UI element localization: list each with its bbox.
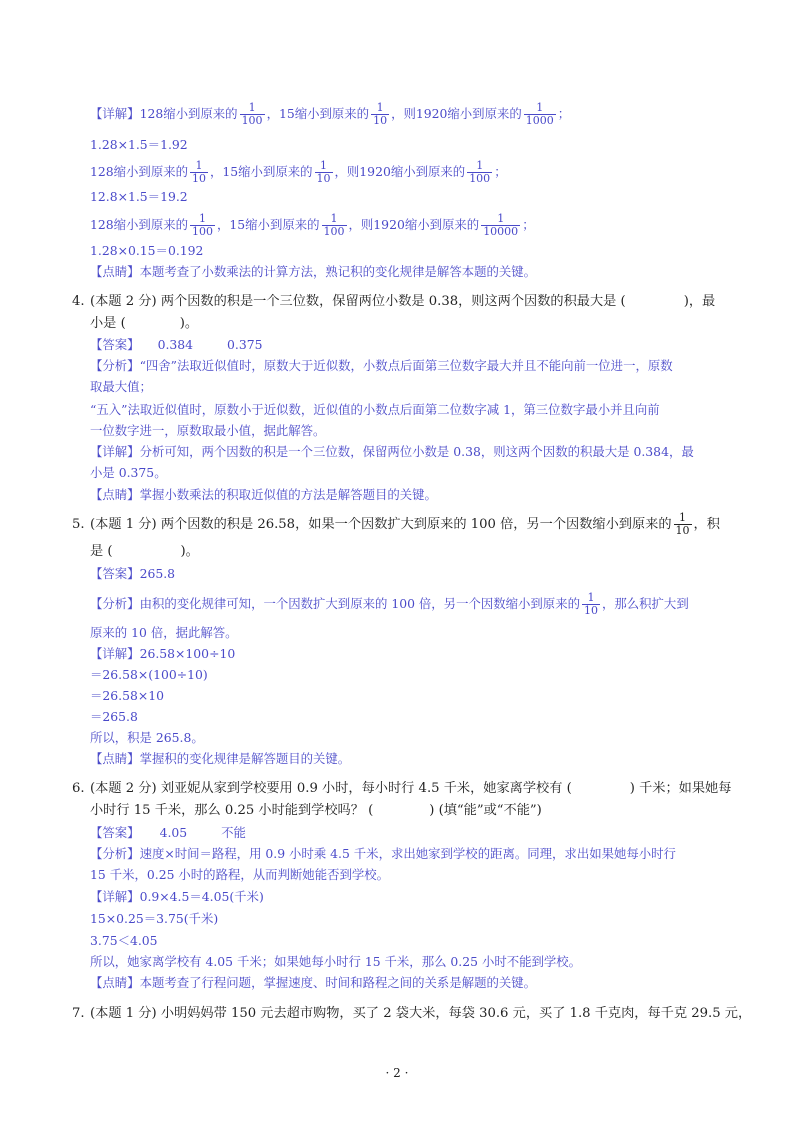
text: 由积的变化规律可知，一个因数扩大到原来的 100 倍，另一个因数缩小到原来的 bbox=[139, 596, 580, 611]
numerator: 1 bbox=[674, 512, 692, 525]
text: (本题 2 分) 刘亚妮从家到学校要用 0.9 小时，每小时行 4.5 千米，她家离学校有 ( bbox=[90, 781, 572, 796]
q3-xiangjie-line3 bbox=[90, 213, 535, 238]
text: 分析可知，两个因数的积是一个三位数，保留两位小数是 0.38，则这两个因数的积最大是 0.384，最 bbox=[139, 444, 694, 459]
denominator: 10 bbox=[316, 172, 331, 185]
text: 本题考查了行程问题，掌握速度、时间和路程之间的关系是解题的关键。 bbox=[139, 975, 537, 990]
denominator: 100 bbox=[323, 225, 345, 238]
q3-expr-3: 1.28×0.15＝0.192 bbox=[90, 243, 204, 258]
q6-answer bbox=[90, 824, 246, 842]
xiangjie-tag: 【详解】 bbox=[90, 106, 140, 121]
fraction bbox=[481, 213, 520, 238]
denominator: 10000 bbox=[483, 225, 519, 238]
denominator: 100 bbox=[192, 225, 213, 238]
fraction bbox=[240, 102, 265, 127]
numerator: 1 bbox=[481, 213, 520, 226]
dianjing-tag: 【点睛】 bbox=[90, 751, 140, 766]
text: 128缩小到原来的 bbox=[90, 164, 188, 179]
q5-dianjing bbox=[90, 750, 350, 768]
q4-number: 4. bbox=[72, 294, 85, 309]
text: ，积 bbox=[693, 517, 720, 532]
xiangjie-tag: 【详解】 bbox=[90, 889, 140, 904]
q4-fenxi-4: 一位数字进一，原数取最小值，据此解答。 bbox=[90, 423, 326, 438]
text: )，最 bbox=[683, 294, 716, 309]
q4-stem-line1 bbox=[90, 293, 715, 311]
q5-answer bbox=[90, 565, 175, 583]
text: ，15缩小到原来的 bbox=[210, 164, 313, 179]
q6-conclusion: 所以，她家离学校有 4.05 千米；如果她每小时行 15 千米，那么 0.25 小时不能到学校。 bbox=[90, 954, 582, 969]
text: 0.9×4.5＝4.05(千米) bbox=[139, 889, 264, 904]
text: ，则1920缩小到原来的 bbox=[334, 164, 466, 179]
denominator: 10 bbox=[192, 172, 206, 185]
text: ) 千米；如果她每 bbox=[629, 781, 732, 796]
answer-value: 不能 bbox=[221, 825, 246, 840]
fraction bbox=[524, 102, 556, 127]
xiangjie-tag: 【详解】 bbox=[90, 444, 140, 459]
text: ，15缩小到原来的 bbox=[266, 106, 370, 121]
q6-number: 6. bbox=[72, 781, 85, 796]
q4-fenxi-3: “五入”法取近似值时，原数小于近似数，近似值的小数点后面第二位数字减 1，第三位数字最小并且向前 bbox=[90, 402, 660, 417]
q3-expr-1: 1.28×1.5＝1.92 bbox=[90, 137, 188, 152]
q5-number: 5. bbox=[72, 517, 85, 532]
q3-xiangjie-line2 bbox=[90, 160, 507, 185]
numerator: 1 bbox=[582, 592, 600, 605]
text: 掌握积的变化规律是解答题目的关键。 bbox=[139, 751, 351, 766]
text: 128缩小到原来的 bbox=[90, 217, 188, 232]
text: “四舍”法取近似值时，原数大于近似数，小数点后面第三位数字最大并且不能向前一位进一，原数 bbox=[139, 358, 673, 373]
q5-xiangjie bbox=[90, 645, 235, 663]
denominator: 10 bbox=[675, 524, 690, 537]
q6-step-2: 15×0.25＝3.75(千米) bbox=[90, 911, 219, 926]
answer-value: 0.384 bbox=[157, 337, 194, 352]
numerator: 1 bbox=[467, 160, 492, 173]
text: ，那么积扩大到 bbox=[601, 596, 689, 611]
text: ，则1920缩小到原来的 bbox=[348, 217, 480, 232]
fenxi-tag: 【分析】 bbox=[90, 846, 140, 861]
q6-stem-line1 bbox=[90, 780, 731, 798]
fraction bbox=[190, 213, 215, 238]
text: 是 ( bbox=[90, 544, 113, 559]
q4-fenxi-1 bbox=[90, 357, 673, 375]
text: 小是 ( bbox=[90, 316, 126, 331]
text: )。 bbox=[179, 316, 199, 331]
dianjing-tag: 【点睛】 bbox=[90, 264, 140, 279]
q4-fenxi-2: 取最大值； bbox=[90, 379, 152, 394]
fraction bbox=[467, 160, 492, 185]
q6-step-3: 3.75＜4.05 bbox=[90, 933, 158, 948]
fraction bbox=[315, 160, 333, 185]
text: 速度×时间＝路程，用 0.9 小时乘 4.5 千米，求出她家到学校的距离。同理，求出如果她每小时行 bbox=[139, 846, 676, 861]
denominator: 100 bbox=[241, 114, 263, 127]
fraction bbox=[674, 512, 692, 537]
q6-dianjing bbox=[90, 974, 536, 992]
q5-step-2: ＝26.58×(100÷10) bbox=[90, 667, 208, 682]
q7-stem-line1: (本题 1 分) 小明妈妈带 150 元去超市购物，买了 2 袋大米，每袋 30.6 元，买了 1.8 千克肉，每千克 29.5 元， bbox=[90, 1006, 752, 1021]
text: ，15缩小到原来的 bbox=[217, 217, 320, 232]
q4-xiangjie-2: 小是 0.375。 bbox=[90, 465, 167, 480]
dianjing-tag: 【点睛】 bbox=[90, 487, 140, 502]
text: 128缩小到原来的 bbox=[139, 106, 238, 121]
daan-tag: 【答案】 bbox=[90, 337, 140, 352]
text: ，则1920缩小到原来的 bbox=[391, 106, 522, 121]
text: (本题 1 分) 两个因数的积是 26.58，如果一个因数扩大到原来的 100 倍，另一个因数缩小到原来的 bbox=[90, 517, 672, 532]
denominator: 1000 bbox=[525, 114, 554, 127]
q5-stem-line1 bbox=[90, 512, 720, 537]
text: ； bbox=[522, 217, 535, 232]
denominator: 10 bbox=[373, 114, 388, 127]
fraction bbox=[582, 592, 600, 617]
text: )。 bbox=[180, 544, 199, 559]
numerator: 1 bbox=[371, 102, 389, 115]
text: (本题 2 分) 两个因数的积是一个三位数，保留两位小数是 0.38，则这两个因数的积最大是 ( bbox=[90, 294, 626, 309]
q6-xiangjie bbox=[90, 888, 264, 906]
q5-fenxi-1 bbox=[90, 592, 689, 617]
text: 本题考查了小数乘法的计算方法，熟记积的变化规律是解答本题的关键。 bbox=[139, 264, 537, 279]
fenxi-tag: 【分析】 bbox=[90, 596, 140, 611]
q4-answer bbox=[90, 336, 263, 354]
q6-stem-line2 bbox=[90, 802, 542, 820]
q5-step-3: ＝26.58×10 bbox=[90, 688, 165, 703]
q5-fenxi-2: 原来的 10 倍，据此解答。 bbox=[90, 625, 238, 640]
text: 小时行 15 千米，那么 0.25 小时能到学校吗？ ( bbox=[90, 803, 374, 818]
numerator: 1 bbox=[315, 160, 333, 173]
fraction bbox=[371, 102, 389, 127]
answer-value: 0.375 bbox=[227, 337, 263, 352]
text: ) (填“能”或“不能”) bbox=[429, 803, 542, 818]
q3-expr-2: 12.8×1.5＝19.2 bbox=[90, 189, 188, 204]
text: ； bbox=[494, 164, 507, 179]
answer-value: 265.8 bbox=[139, 566, 176, 581]
denominator: 10 bbox=[583, 604, 598, 617]
daan-tag: 【答案】 bbox=[90, 825, 140, 840]
daan-tag: 【答案】 bbox=[90, 566, 140, 581]
fraction bbox=[322, 213, 347, 238]
q6-fenxi-2: 15 千米，0.25 小时的路程，从而判断她能否到学校。 bbox=[90, 867, 390, 882]
numerator: 1 bbox=[190, 160, 208, 173]
q3-dianjing bbox=[90, 263, 536, 281]
numerator: 1 bbox=[524, 102, 556, 115]
q3-xiangjie-line1 bbox=[90, 102, 570, 127]
fraction bbox=[190, 160, 208, 185]
numerator: 1 bbox=[190, 213, 215, 226]
denominator: 100 bbox=[469, 172, 491, 185]
answer-value: 4.05 bbox=[159, 825, 188, 840]
text: 掌握小数乘法的积取近似值的方法是解答题目的关键。 bbox=[139, 487, 437, 502]
xiangjie-tag: 【详解】 bbox=[90, 646, 140, 661]
numerator: 1 bbox=[322, 213, 347, 226]
page-number: · 2 · bbox=[385, 1066, 409, 1080]
text: ； bbox=[557, 106, 571, 121]
q4-stem-line2 bbox=[90, 315, 198, 333]
numerator: 1 bbox=[240, 102, 265, 115]
q4-xiangjie-1 bbox=[90, 443, 694, 461]
q5-stem-line2 bbox=[90, 543, 199, 561]
q7-number: 7. bbox=[72, 1006, 85, 1021]
dianjing-tag: 【点睛】 bbox=[90, 975, 140, 990]
q6-fenxi-1 bbox=[90, 845, 676, 863]
q4-dianjing bbox=[90, 486, 437, 504]
fenxi-tag: 【分析】 bbox=[90, 358, 140, 373]
q5-conclusion: 所以，积是 265.8。 bbox=[90, 730, 204, 745]
text: 26.58×100÷10 bbox=[139, 646, 236, 661]
q5-step-4: ＝265.8 bbox=[90, 709, 138, 724]
